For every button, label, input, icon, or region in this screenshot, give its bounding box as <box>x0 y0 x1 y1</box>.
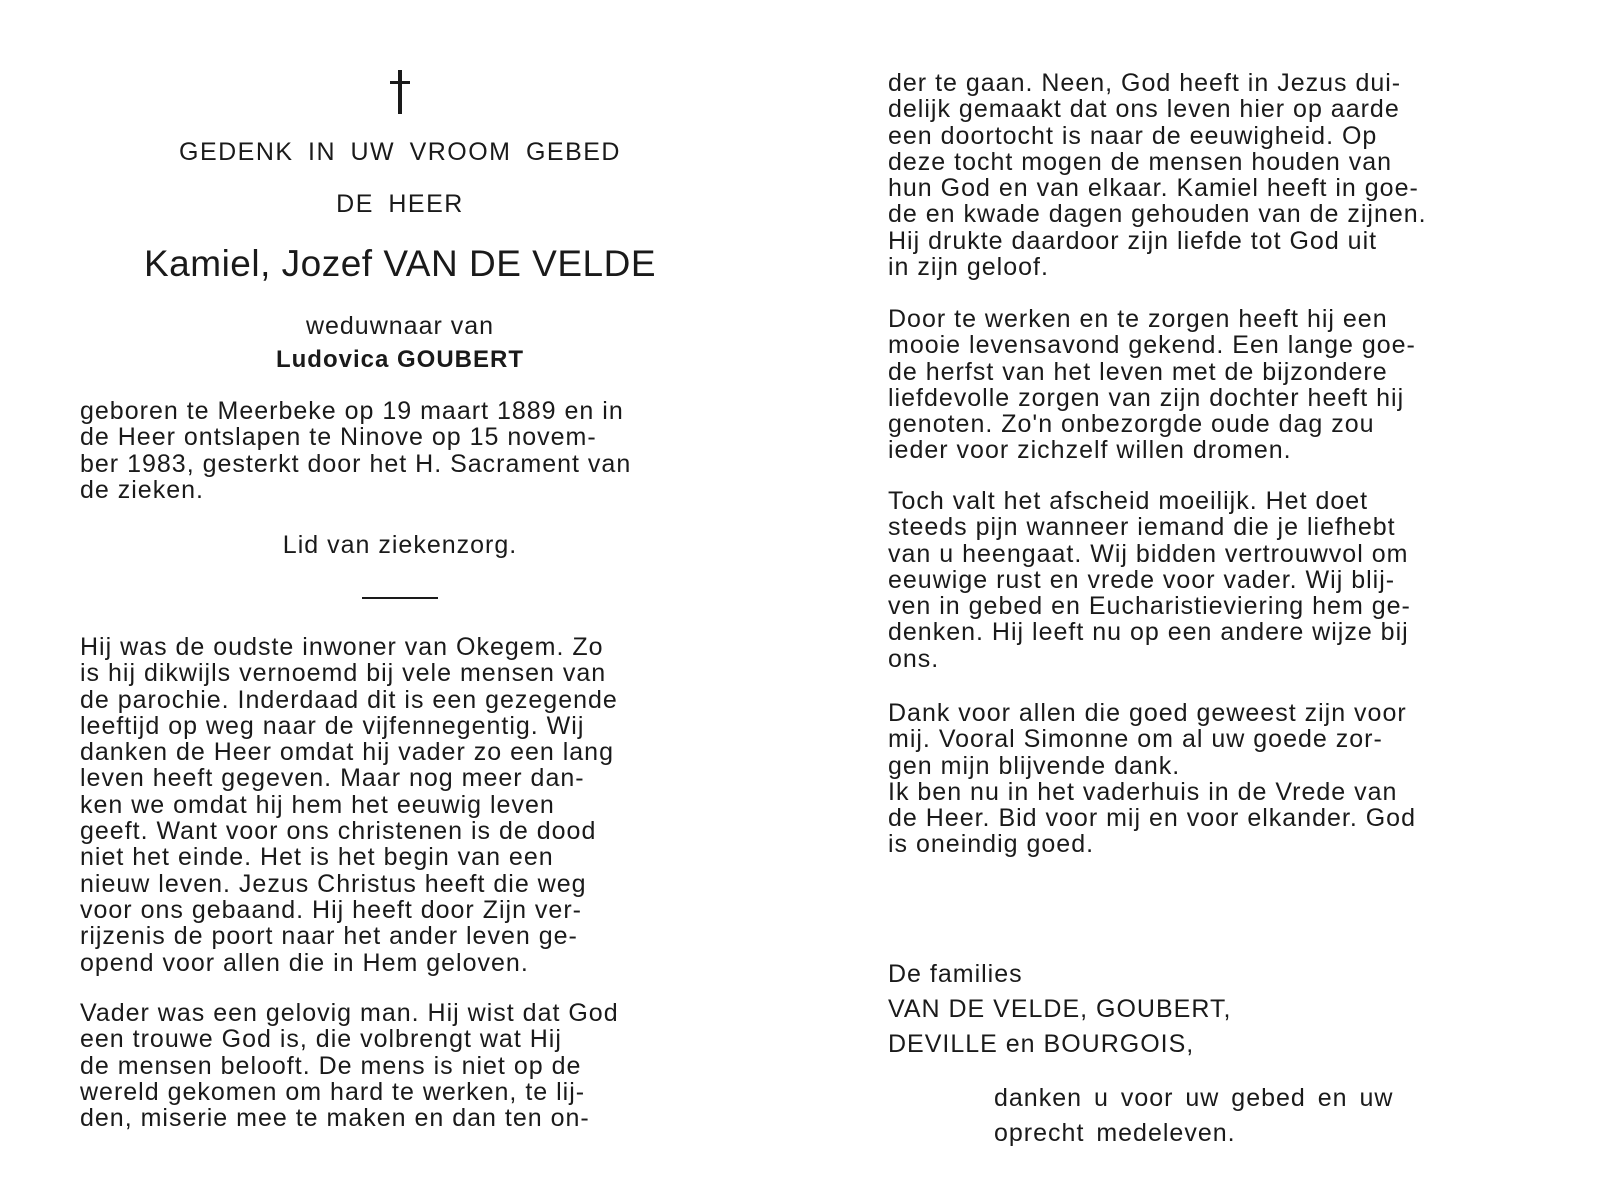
text-line: Toch valt het afscheid moeilijk. Het doet <box>888 487 1369 515</box>
text-line: geboren te Meerbeke op 19 maart 1889 en in <box>80 397 624 425</box>
text-line: de parochie. Inderdaad dit is een gezegende <box>80 685 618 714</box>
text-line: wereld gekomen om hard te werken, te lij- <box>80 1077 586 1106</box>
families-intro: De families <box>888 960 1023 988</box>
family-names-line-2: DEVILLE en BOURGOIS, <box>888 1030 1195 1058</box>
text-line: eeuwige rust en vrede voor vader. Wij blij- <box>888 565 1396 594</box>
right-paragraph-3 <box>888 488 1528 672</box>
right-paragraph-1 <box>888 70 1528 280</box>
text-line: de zieken. <box>80 475 204 504</box>
text-line: ken we omdat hij hem het eeuwig leven <box>80 790 555 819</box>
text-line: ber 1983, gesterkt door het H. Sacrament van <box>80 449 632 478</box>
text-line: Ik ben nu in het vaderhuis in de Vrede van <box>888 777 1398 806</box>
text-line: is oneindig goed. <box>888 830 1095 859</box>
text-line: de Heer. Bid voor mij en voor elkander. God <box>888 804 1416 833</box>
right-paragraph-2 <box>888 306 1528 464</box>
text-line: Vader was een gelovig man. Hij wist dat God <box>80 999 619 1027</box>
text-line: deze tocht mogen de mensen houden van <box>888 147 1393 176</box>
text-line: nieuw leven. Jezus Christus heeft die weg <box>80 869 587 898</box>
text-line: leeftijd op weg naar de vijfennegentig. Wij <box>80 711 585 740</box>
text-line: opend voor allen die in Hem geloven. <box>80 948 529 977</box>
text-line: mooie levensavond gekend. Een lange goe- <box>888 331 1416 360</box>
text-line: is hij dikwijls vernoemd bij vele mensen van <box>80 659 607 688</box>
prayer-heading: GEDENK IN UW VROOM GEBED <box>179 138 621 166</box>
text-line: hun God en van elkaar. Kamiel heeft in goe- <box>888 174 1419 203</box>
text-line: steeds pijn wanneer iemand die je liefhebt <box>888 513 1396 542</box>
text-line: geeft. Want voor ons christenen is de dood <box>80 817 597 846</box>
cross-icon <box>387 70 413 114</box>
text-line: genoten. Zo'n onbezorgde oude dag zou <box>888 410 1375 439</box>
text-line: gen mijn blijvende dank. <box>888 751 1181 780</box>
text-line: de en kwade dagen gehouden van de zijnen. <box>888 200 1427 229</box>
text-line: in zijn geloof. <box>888 253 1049 282</box>
text-line: den, miserie mee te maken en dan ten on- <box>80 1104 590 1133</box>
thanks-line-1: danken u voor uw gebed en uw <box>994 1084 1394 1112</box>
text-line: der te gaan. Neen, God heeft in Jezus dui- <box>888 69 1402 97</box>
text-line: Hij drukte daardoor zijn liefde tot God uit <box>888 226 1378 255</box>
divider <box>362 597 438 599</box>
title-heading: DE HEER <box>336 190 464 218</box>
text-line: delijk gemaakt dat ons leven hier op aarde <box>888 95 1400 124</box>
spouse-name: Ludovica GOUBERT <box>275 346 525 373</box>
text-line: voor ons gebaand. Hij heeft door Zijn ver- <box>80 895 582 924</box>
thanks-line-2: oprecht medeleven. <box>994 1119 1236 1147</box>
text-line: van u heengaat. Wij bidden vertrouwvol om <box>888 539 1409 568</box>
deceased-name: Kamiel, Jozef VAN DE VELDE <box>144 243 656 284</box>
text-line: ieder voor zichzelf willen dromen. <box>888 436 1292 465</box>
text-line: danken de Heer omdat hij vader zo een lang <box>80 738 614 767</box>
left-paragraph-1 <box>80 634 720 976</box>
text-line: Door te werken en te zorgen heeft hij een <box>888 305 1388 333</box>
text-line: niet het einde. Het is het begin van een <box>80 843 554 872</box>
membership-line: Lid van ziekenzorg. <box>282 531 518 559</box>
text-line: leven heeft gegeven. Maar nog meer dan- <box>80 764 585 793</box>
text-line: liefdevolle zorgen van zijn dochter heeft hij <box>888 383 1405 412</box>
text-line: de mensen belooft. De mens is niet op de <box>80 1051 582 1080</box>
text-line: een trouwe God is, die volbrengt wat Hij <box>80 1025 562 1054</box>
text-line: Hij was de oudste inwoner van Okegem. Zo <box>80 633 604 661</box>
text-line: denken. Hij leeft nu op een andere wijze bij <box>888 618 1409 647</box>
text-line: Dank voor allen die goed geweest zijn voor <box>888 699 1407 727</box>
text-line: de Heer ontslapen te Ninove op 15 novem- <box>80 423 597 452</box>
left-paragraph-2 <box>80 1000 720 1131</box>
text-line: rijzenis de poort naar het ander leven ge- <box>80 922 578 951</box>
widower-label: weduwnaar van <box>305 312 495 340</box>
birth-death-paragraph <box>80 398 720 503</box>
right-paragraph-4 <box>888 700 1528 858</box>
text-line: de herfst van het leven met de bijzondere <box>888 357 1388 386</box>
family-names-line-1: VAN DE VELDE, GOUBERT, <box>888 995 1232 1023</box>
text-line: ons. <box>888 644 940 673</box>
text-line: ven in gebed en Eucharistieviering hem ge- <box>888 592 1411 621</box>
text-line: mij. Vooral Simonne om al uw goede zor- <box>888 725 1383 754</box>
text-line: een doortocht is naar de eeuwigheid. Op <box>888 121 1378 150</box>
